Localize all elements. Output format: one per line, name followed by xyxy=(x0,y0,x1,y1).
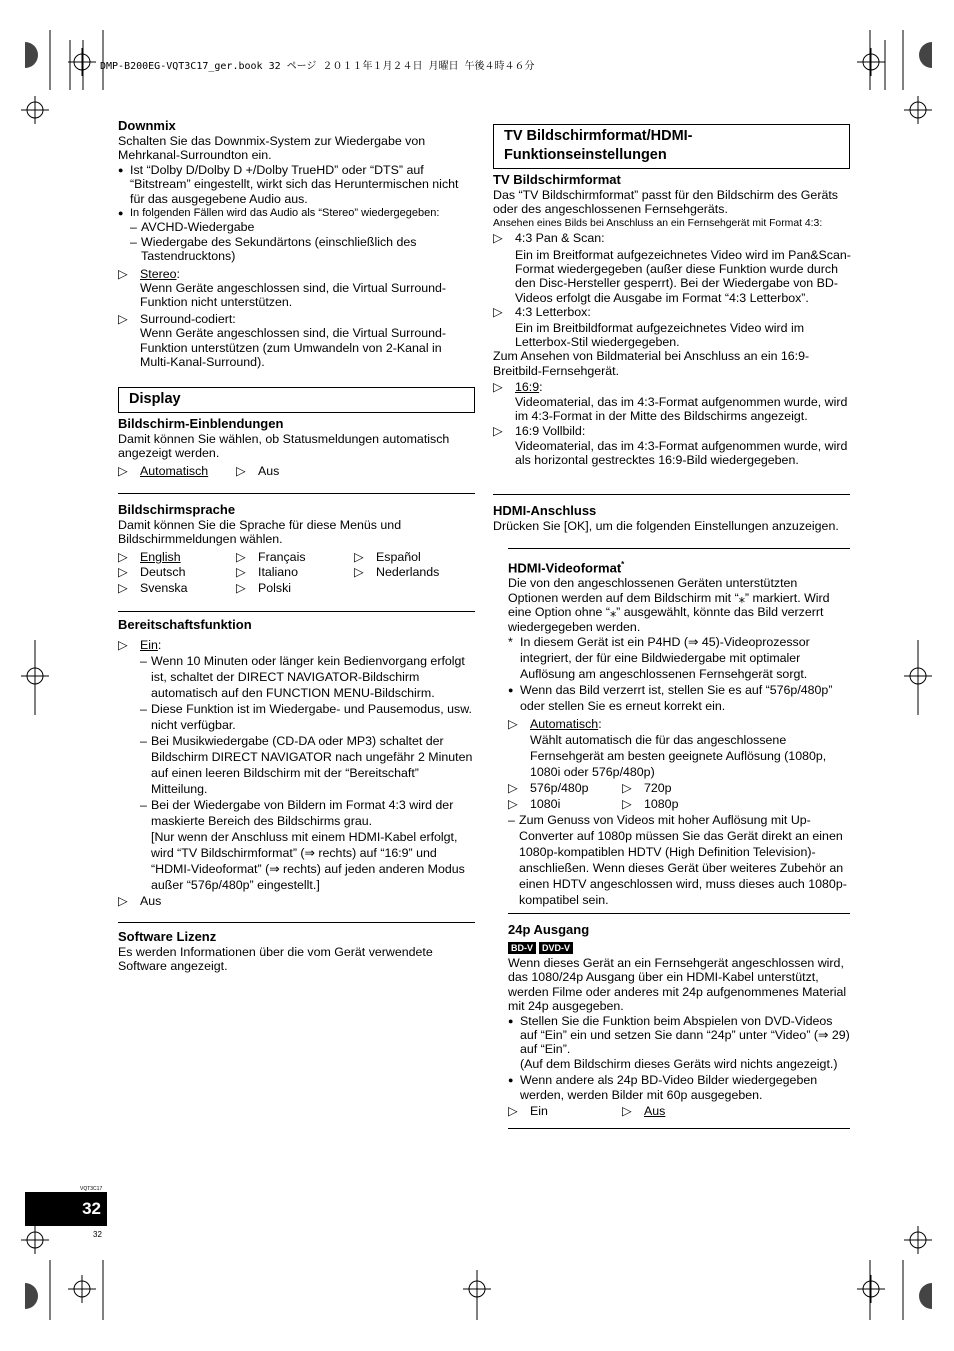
triangle-icon: ▷ xyxy=(118,638,128,652)
language-option-deutsch[interactable]: ▷ Deutsch xyxy=(118,565,186,580)
hdmi-video-intro: Die von den angeschlossenen Geräten unterstützten Optionen werden auf dem Bildschirm mit “⁎” markiert. Wird eine Option ohne “⁎” ausgewählt, könnte das Bild verzerrt wiedergegeben werden. xyxy=(508,576,830,634)
triangle-icon: ▷ xyxy=(118,311,128,326)
downmix-option-stereo[interactable]: ▷ Stereo: xyxy=(118,266,180,281)
tv-169-full-desc: Videomaterial, das im 4:3-Format aufgenommen wurde, wird als horizontal gestrecktes 16:9-Bild wiedergegeben. xyxy=(515,438,848,468)
osd-option-auto[interactable]: ▷ Automatisch xyxy=(118,463,209,478)
standby-section xyxy=(118,617,474,909)
license-title: Software Lizenz xyxy=(118,929,217,944)
bdv-badge: BD-V xyxy=(508,942,536,954)
tv-format-section xyxy=(493,172,851,468)
standby-option-on[interactable]: ▷ Ein: xyxy=(118,638,162,652)
p24-option-on[interactable]: ▷ Ein xyxy=(508,1104,548,1119)
divider xyxy=(508,548,850,549)
hdmi-title: HDMI-Anschluss xyxy=(493,503,597,518)
p24-section xyxy=(508,922,851,1118)
downmix-bullet-1: ● Ist “Dolby D/Dolby D +/Dolby TrueHD” oder “DTS” auf “Bitstream” eingestellt, wirkt sich das Heruntermischen nicht für das ausgegebene Audio aus. xyxy=(118,163,474,206)
triangle-icon: ▷ xyxy=(236,549,246,564)
triangle-icon: ▷ xyxy=(493,231,503,246)
tv-format-intro-169: Zum Ansehen von Bildmaterial bei Anschluss an ein 16:9-Breitbild-Fernsehgerät. xyxy=(493,349,810,378)
standby-note: [Nur wenn der Anschluss mit einem HDMI-Kabel erfolgt, wird “TV Bildschirmformat” (⇒ rechts) auf “16:9” und “HDMI-Videoformat” (⇒ rechts) auf jeden anderen Modus außer “576p/480p” eingestellt.] xyxy=(151,830,465,892)
p24-bullet-2: ● Wenn andere als 24p BD-Video Bilder wiedergegeben werden, werden Bilder mit 60p ausgegeben. xyxy=(508,1073,851,1102)
divider xyxy=(118,493,475,494)
page-number-box: 32 xyxy=(25,1192,107,1226)
downmix-title: Downmix xyxy=(118,118,176,133)
hdmi-video-title: HDMI-Videoformat* xyxy=(508,560,625,576)
license-section xyxy=(118,929,474,974)
triangle-icon: ▷ xyxy=(508,796,518,811)
language-option-svenska[interactable]: ▷ Svenska xyxy=(118,580,188,595)
triangle-icon: ▷ xyxy=(118,549,128,564)
language-option-english[interactable]: ▷ English xyxy=(118,549,181,564)
downmix-stereo-desc: Wenn Geräte angeschlossen sind, die Virtual Surround-Funktion nicht unterstützen. xyxy=(140,281,447,310)
divider xyxy=(508,1128,850,1129)
left-column xyxy=(118,118,474,370)
downmix-dash-2: – Wiedergabe des Sekundärtons (einschließlich des Tastendrucktons) xyxy=(130,235,474,264)
triangle-icon: ▷ xyxy=(236,580,246,595)
hdmi-video-auto-desc: Wählt automatisch die für das angeschlossene Fernsehgerät am besten geeignete Auflösung (1080p, 1080i oder 576p/480p) xyxy=(530,732,827,779)
divider xyxy=(493,494,850,495)
hdmi-video-dash: – Zum Genuss von Videos mit hoher Auflösung mit Up-Converter auf 1080p müssen Sie das Gerät direkt an einen 1080p-kompatiblen HDTV (High Definition Television)-anschließen. Wenn dieses Gerät über weiteres Zubehör an einen HDTV angeschlossen wird, muss dieses auch 1080p-kompatibel sein. xyxy=(508,812,851,908)
divider xyxy=(118,922,475,923)
tv-option-169[interactable]: ▷ 16:9: xyxy=(493,380,543,395)
triangle-icon: ▷ xyxy=(493,423,503,438)
language-option-francais[interactable]: ▷ Français xyxy=(236,549,306,564)
triangle-icon: ▷ xyxy=(622,796,632,811)
standby-dash-2: – Diese Funktion ist im Wiedergabe- und Pausemodus, usw. nicht verfügbar. xyxy=(140,701,474,733)
osd-intro: Damit können Sie wählen, ob Statusmeldungen automatisch angezeigt werden. xyxy=(118,432,450,461)
standby-dash-4: – Bei der Wiedergabe von Bildern im Format 4:3 wird der maskierte Bereich des Bildschirms grau. xyxy=(140,797,474,829)
triangle-icon: ▷ xyxy=(236,565,246,580)
osd-section xyxy=(118,416,474,478)
language-intro: Damit können Sie die Sprache für diese Menüs und Bildschirmmeldungen wählen. xyxy=(118,518,402,547)
tv-hdmi-section-box xyxy=(493,124,850,169)
display-section-box xyxy=(118,387,475,413)
triangle-icon: ▷ xyxy=(118,266,128,281)
license-intro: Es werden Informationen über die vom Gerät verwendete Software angezeigt. xyxy=(118,945,433,974)
tv-option-43-letterbox[interactable]: ▷ 4:3 Letterbox: xyxy=(493,305,591,320)
standby-dash-1: – Wenn 10 Minuten oder länger kein Bedienvorgang erfolgt ist, schaltet der DIRECT NAVIGATOR-Bildschirm automatisch auf den FUNCTION MENU-Bildschirm. xyxy=(140,653,474,701)
downmix-option-surround[interactable]: ▷ Surround-codiert: xyxy=(118,311,236,326)
language-section xyxy=(118,502,474,595)
hdmi-video-option-720p[interactable]: ▷ 720p xyxy=(622,780,672,795)
triangle-icon: ▷ xyxy=(508,716,518,731)
standby-option-off[interactable]: ▷ Aus xyxy=(118,894,162,908)
hdmi-video-option-1080i[interactable]: ▷ 1080i xyxy=(508,796,561,811)
triangle-icon: ▷ xyxy=(236,463,246,478)
triangle-icon: ▷ xyxy=(118,463,128,478)
tv-letterbox-desc: Ein im Breitbildformat aufgezeichnetes Video wird im Letterbox-Stil wiedergegeben. xyxy=(515,320,805,350)
language-option-polski[interactable]: ▷ Polski xyxy=(236,580,292,595)
downmix-dash-1: – AVCHD-Wiedergabe xyxy=(130,220,474,234)
downmix-surround-desc: Wenn Geräte angeschlossen sind, die Virtual Surround-Funktion unterstützen (zum Umwandeln von 2-Kanal in Multi-Kanal-Surround). xyxy=(140,326,447,370)
dvdv-badge: DVD-V xyxy=(539,942,573,954)
triangle-icon: ▷ xyxy=(493,305,503,320)
p24-intro: Wenn dieses Gerät an ein Fernsehgerät angeschlossen wird, das 1080/24p Ausgang über ein HDMI-Kabel unterstützt, werden Filme oder anderes mit 24p aufgenommenes Material mit 24p ausgegeben. xyxy=(508,956,847,1014)
divider xyxy=(508,913,850,914)
downmix-bullet-2: ● In folgenden Fällen wird das Audio als “Stereo” wiedergegeben: xyxy=(118,206,474,220)
standby-title: Bereitschaftsfunktion xyxy=(118,617,252,632)
hdmi-section xyxy=(493,503,851,533)
book-header: DMP-B200EG-VQT3C17_ger.book 32 ページ ２０１１年１月２４日 月曜日 午後４時４６分 xyxy=(100,61,535,72)
triangle-icon: ▷ xyxy=(508,780,518,795)
hdmi-video-option-576p[interactable]: ▷ 576p/480p xyxy=(508,780,589,795)
tv-format-intro-43: Ansehen eines Bilds bei Anschluss an ein Fernsehgerät mit Format 4:3: xyxy=(493,217,823,229)
doc-code: VQT3C17 xyxy=(80,1186,103,1192)
hdmi-video-option-auto[interactable]: ▷ Automatisch: xyxy=(508,716,602,731)
hdmi-video-bullet: ● Wenn das Bild verzerrt ist, stellen Sie es auf “576p/480p” oder stellen Sie es erneut korrekt ein. xyxy=(508,682,851,714)
tv-hdmi-section-title: TV Bildschirmformat/HDMI-Funktionseinstellungen xyxy=(504,128,693,163)
p24-bullet-1: ● Stellen Sie die Funktion beim Abspielen von DVD-Videos auf “Ein” ein und setzen Sie dann “24p” unter “Video” (⇒ 29) auf “Ein”. xyxy=(508,1014,851,1057)
hdmi-video-section xyxy=(508,557,851,908)
osd-option-off[interactable]: ▷ Aus xyxy=(236,463,280,478)
downmix-intro: Schalten Sie das Downmix-System zur Wiedergabe von Mehrkanal-Surroundton ein. xyxy=(118,134,426,163)
p24-option-off[interactable]: ▷ Aus xyxy=(622,1104,666,1119)
p24-bullet-1-note: (Auf dem Bildschirm dieses Geräts wird nichts angezeigt.) xyxy=(520,1056,838,1071)
tv-format-intro: Das “TV Bildschirmformat” passt für den Bildschirm des Geräts oder des angeschlossenen Fernsehgeräts. xyxy=(493,188,838,217)
divider xyxy=(118,611,475,612)
hdmi-intro: Drücken Sie [OK], um die folgenden Einstellungen anzuzeigen. xyxy=(493,519,839,533)
language-option-nederlands[interactable]: ▷ Nederlands xyxy=(354,565,440,580)
tv-169-desc: Videomaterial, das im 4:3-Format aufgenommen wurde, wird im 4:3-Format in der Mitte des Bildschirms angezeigt. xyxy=(515,394,848,424)
page-number-small: 32 xyxy=(93,1230,102,1239)
triangle-icon: ▷ xyxy=(622,780,632,795)
hdmi-video-option-1080p[interactable]: ▷ 1080p xyxy=(622,796,679,811)
triangle-icon: ▷ xyxy=(118,894,128,908)
triangle-icon: ▷ xyxy=(622,1104,632,1119)
hdmi-video-footnote: * In diesem Gerät ist ein P4HD (⇒ 45)-Videoprozessor integriert, der für eine Bildwiedergabe mit optimaler Auflösung am angeschlossenen Fernsehgerät sorgt. xyxy=(508,634,810,681)
osd-title: Bildschirm-Einblendungen xyxy=(118,416,284,431)
triangle-icon: ▷ xyxy=(508,1104,518,1119)
language-option-espanol[interactable]: ▷ Español xyxy=(354,549,421,564)
triangle-icon: ▷ xyxy=(118,565,128,580)
triangle-icon: ▷ xyxy=(354,565,364,580)
tv-option-169-full[interactable]: ▷ 16:9 Vollbild: xyxy=(493,423,586,438)
triangle-icon: ▷ xyxy=(493,380,503,395)
p24-title: 24p Ausgang xyxy=(508,922,590,937)
language-title: Bildschirmsprache xyxy=(118,502,236,517)
tv-format-title: TV Bildschirmformat xyxy=(493,172,621,187)
language-option-italiano[interactable]: ▷ Italiano xyxy=(236,565,298,580)
tv-panscan-desc: Ein im Breitformat aufgezeichnetes Video wird im Pan&Scan-Format wiedergegeben (außer diese Funktion wurde durch den Disc-Hersteller gesperrt). Bei der Wiedergabe von BD-Videos erfolgt die Ausgabe im Format “4:3 Letterbox”. xyxy=(515,247,851,305)
tv-option-43-panscan[interactable]: ▷ 4:3 Pan & Scan: xyxy=(493,231,605,246)
display-section-title: Display xyxy=(129,391,181,407)
standby-dash-3: – Bei Musikwiedergabe (CD-DA oder MP3) schaltet der Bildschirm DIRECT NAVIGATOR nach ungefähr 2 Minuten auf einen leeren Bildschirm mit der “Bereitschaft” Mitteilung. xyxy=(140,733,474,797)
triangle-icon: ▷ xyxy=(118,580,128,595)
triangle-icon: ▷ xyxy=(354,549,364,564)
